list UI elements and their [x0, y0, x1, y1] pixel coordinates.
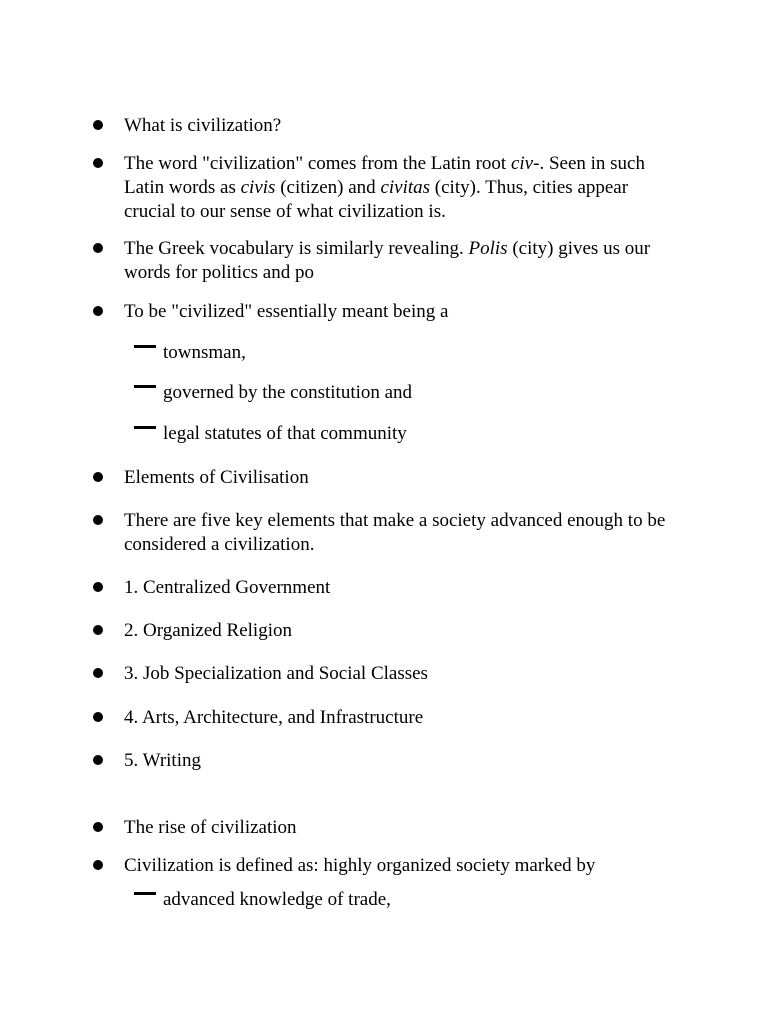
dash-icon — [134, 892, 156, 895]
sub-list-item: governed by the constitution and — [163, 381, 683, 405]
bullet-icon — [93, 120, 103, 130]
list-item: 2. Organized Religion — [124, 619, 684, 643]
list-item: 3. Job Specialization and Social Classes — [124, 662, 684, 686]
bullet-icon — [93, 822, 103, 832]
dash-icon — [134, 345, 156, 348]
bullet-icon — [93, 515, 103, 525]
bullet-icon — [93, 582, 103, 592]
bullet-icon — [93, 243, 103, 253]
list-item: The Greek vocabulary is similarly revealing. Polis (city) gives us our words for politics and po — [124, 237, 684, 285]
sub-list-item: townsman, — [163, 341, 683, 365]
bullet-icon — [93, 755, 103, 765]
list-item: The rise of civilization — [124, 816, 684, 840]
bullet-icon — [93, 306, 103, 316]
list-item: 4. Arts, Architecture, and Infrastructure — [124, 706, 684, 730]
bullet-icon — [93, 625, 103, 635]
dash-icon — [134, 385, 156, 388]
list-item: 5. Writing — [124, 749, 684, 773]
list-item: Elements of Civilisation — [124, 466, 684, 490]
list-item: There are five key elements that make a society advanced enough to be considered a civilization. — [124, 509, 684, 557]
bullet-icon — [93, 668, 103, 678]
list-item: To be "civilized" essentially meant being a — [124, 300, 684, 324]
sub-list-item: legal statutes of that community — [163, 422, 683, 446]
bullet-icon — [93, 712, 103, 722]
bullet-icon — [93, 472, 103, 482]
list-item: The word "civilization" comes from the Latin root civ-. Seen in such Latin words as civis (citizen) and civitas (city). Thus, cities appear crucial to our sense of what civilization is. — [124, 152, 684, 224]
sub-list-item: advanced knowledge of trade, — [163, 888, 683, 912]
list-item: What is civilization? — [124, 114, 684, 138]
bullet-icon — [93, 158, 103, 168]
dash-icon — [134, 426, 156, 429]
bullet-icon — [93, 860, 103, 870]
list-item: Civilization is defined as: highly organized society marked by — [124, 854, 684, 878]
list-item: 1. Centralized Government — [124, 576, 684, 600]
